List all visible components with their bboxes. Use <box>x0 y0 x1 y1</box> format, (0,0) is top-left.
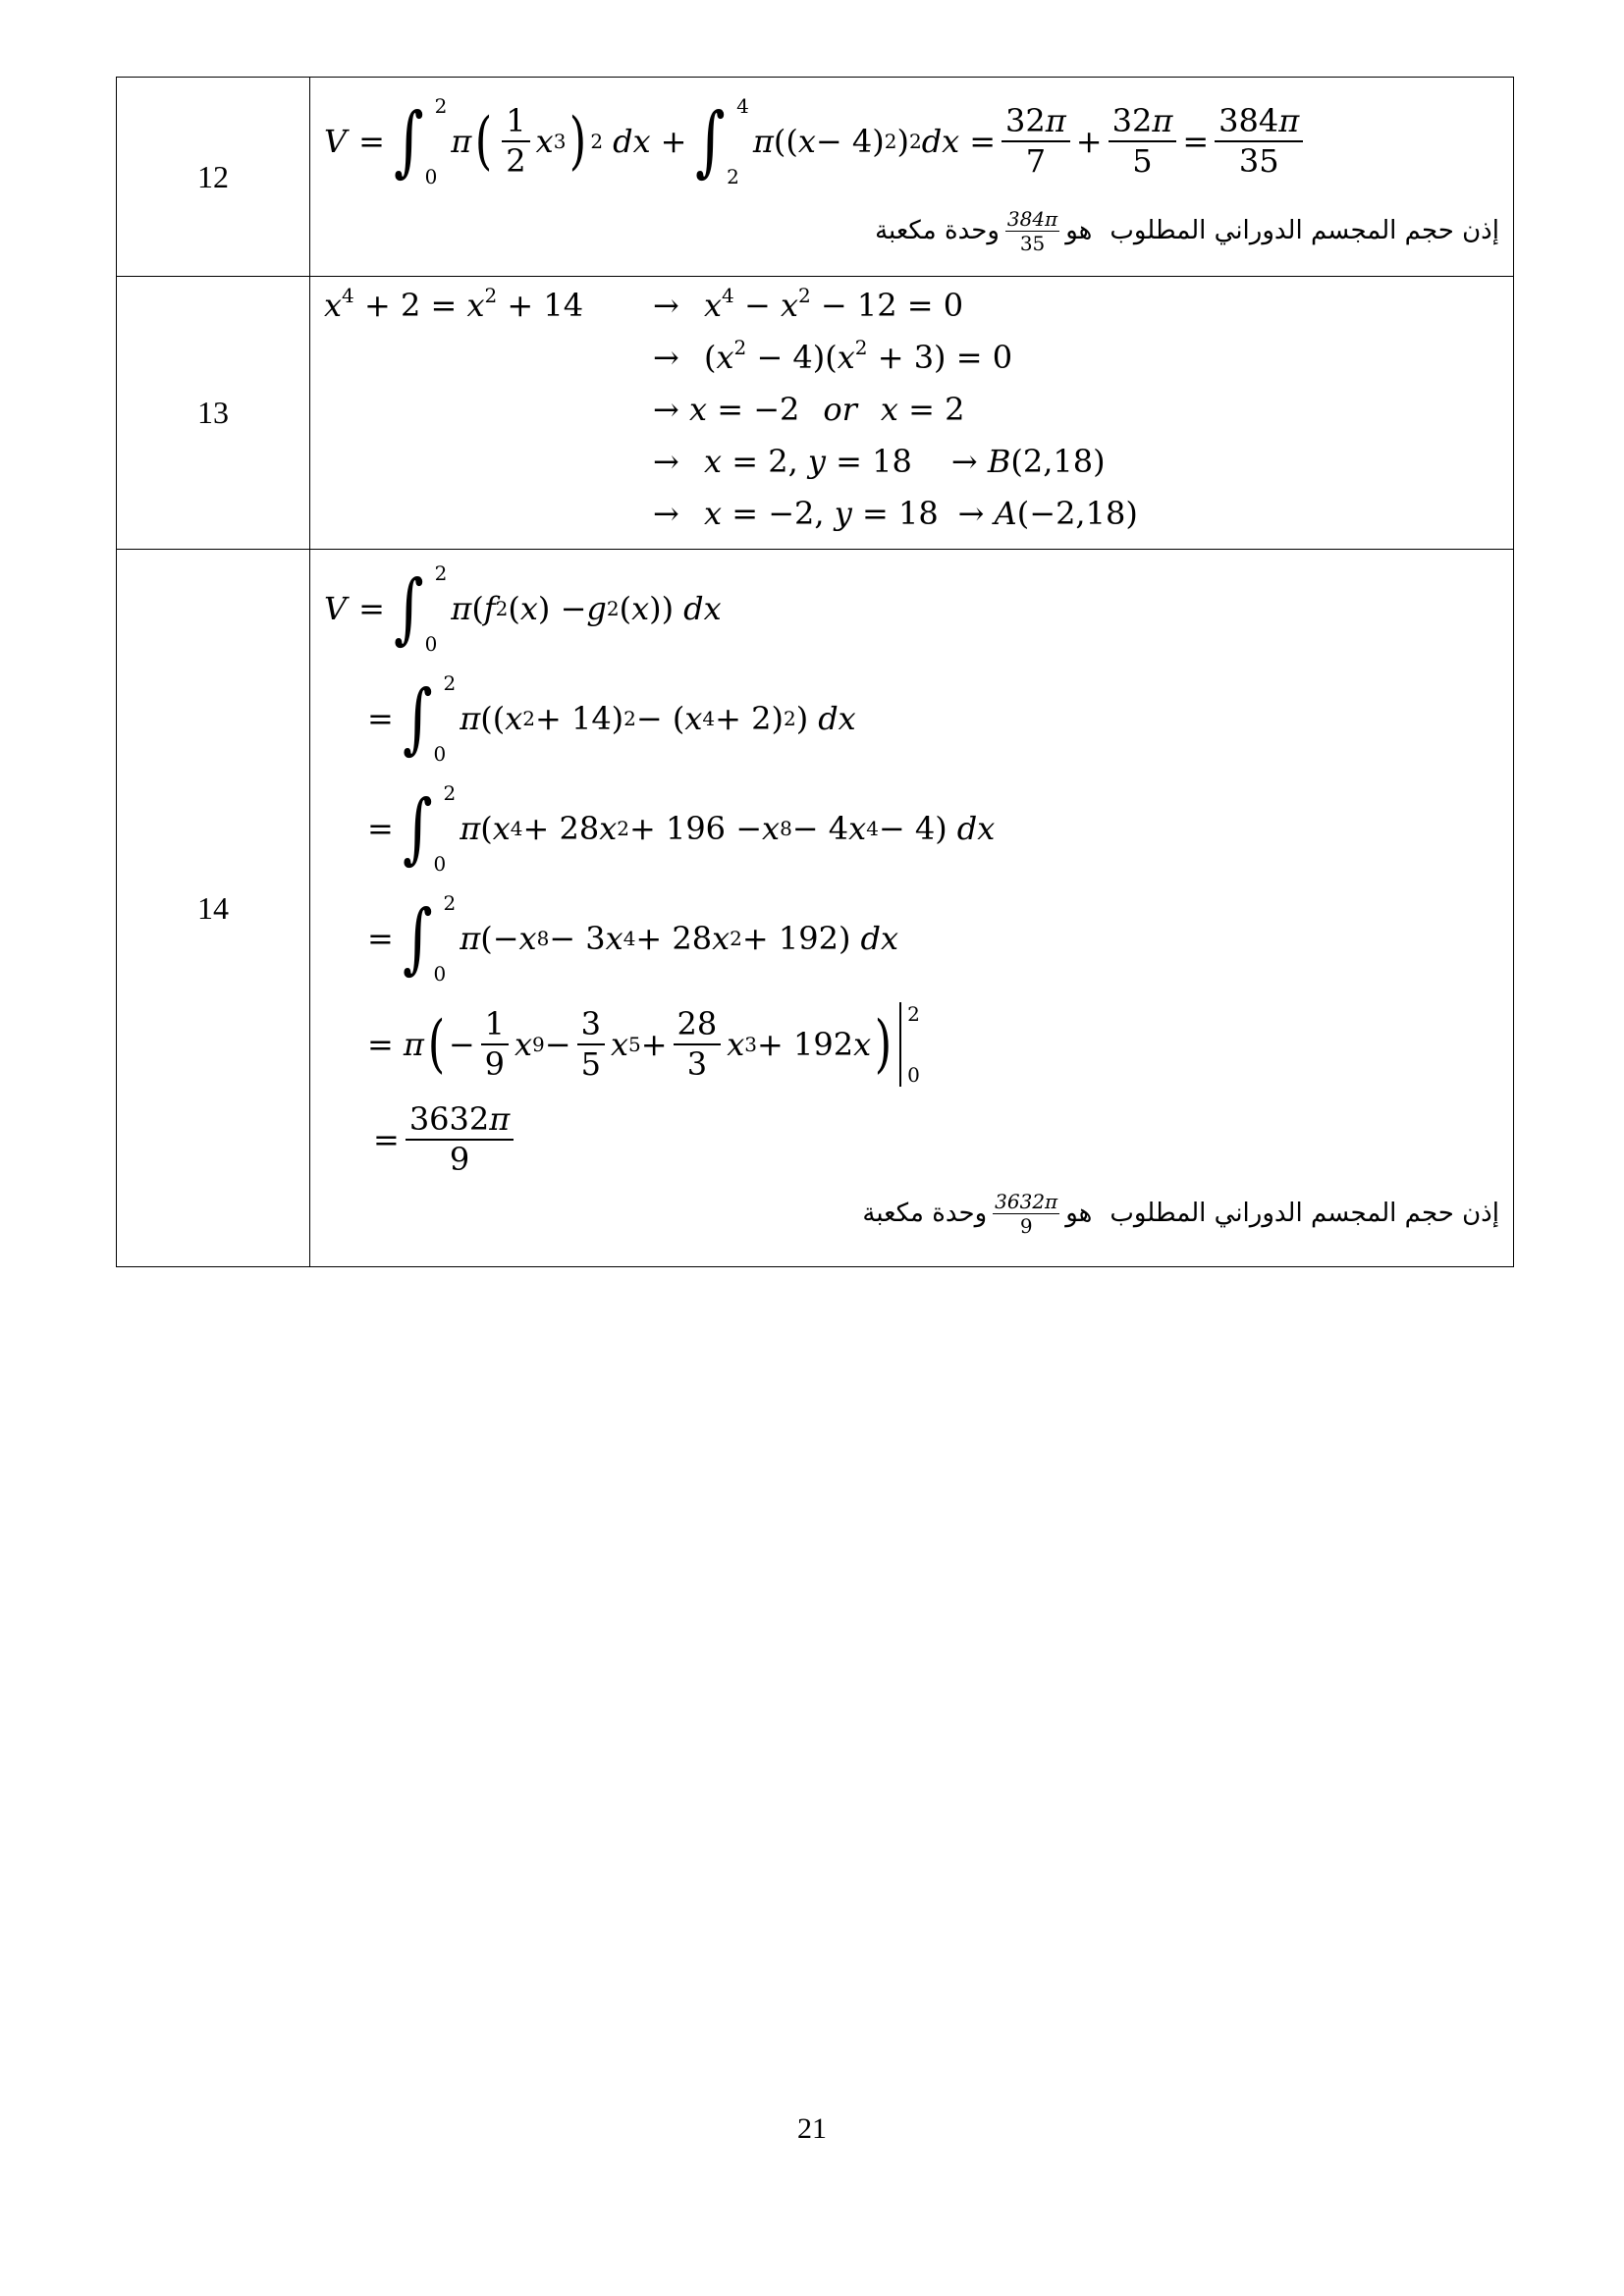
integral-line-2: = ∫ 2 0 π (( x 2 + 14) 2 − ( x 4 + 2) 2 ) dx <box>367 671 856 766</box>
conclusion-text: إذن حجم المجسم الدوراني المطلوب <box>1110 1199 1499 1228</box>
conclusion-value: 3632π 9 <box>995 1189 1058 1238</box>
solution-cell <box>310 550 1514 1267</box>
integral-line-3: = ∫ 2 0 π ( x 4 + 28 x 2 + 196 − x 8 − 4 x 4 − 4) dx <box>367 781 996 876</box>
integral-line-4: = ∫ 2 0 π (− x 8 − 3 x 4 + 28 x 2 + 192) dx <box>367 891 898 986</box>
conclusion-line <box>324 1184 1499 1243</box>
equation-line-1: $x^4 + 2 = x^2 + 14$ → $x^4 - x^2 - 12 = 0$ <box>324 283 964 324</box>
conclusion-value: 384π 35 <box>1006 206 1058 255</box>
volume-equation: V = ∫ 2 0 π ( $\frac{1}{2}$ x 3 ) 2 dx + ∫ 4 2 π (( x − 4) 2 ) 2 dx = $\frac{32\pi}{7}$ + $\frac{32\pi}{5}$ = $\frac{384\pi}{35}$ <box>324 83 1499 199</box>
equation-line-3: → x = −2 or x = 2 <box>653 390 965 428</box>
conclusion-text: إذن حجم المجسم الدوراني المطلوب <box>1110 216 1499 245</box>
antiderivative-line: = π ( − $\frac{1}{9}$ x 9 − $\frac{3}{5}$ x 5 + $\frac{28}{3}$ x 3 + 192 x ) 2 0 <box>367 1002 920 1087</box>
conclusion-huwa: هو <box>1065 1199 1093 1228</box>
conclusion-unit: وحدة مكعبة <box>875 216 1000 245</box>
conclusion-line <box>324 199 1499 262</box>
solutions-table <box>116 77 1514 1267</box>
solution-cell <box>310 78 1514 277</box>
equation-line-4: → x = 2, y = 18 → B(2,18) <box>653 442 1106 480</box>
solutions-sheet <box>116 77 1514 1267</box>
row-number: 14 <box>117 550 310 1267</box>
equation-line-5: → x = −2, y = 18 → A(−2,18) <box>653 494 1138 532</box>
integral-line-1: V = ∫ 2 0 π ( f 2 ( x ) − g 2 ( x )) dx <box>324 561 722 656</box>
conclusion-huwa: هو <box>1065 216 1093 245</box>
equation-line-2: → $(x^2 - 4)(x^2 + 3) = 0$ <box>653 335 1013 376</box>
table-row-14 <box>117 550 1514 1267</box>
table-row-13 <box>117 277 1514 550</box>
page-number: 21 <box>797 2112 827 2145</box>
row-number: 12 <box>117 78 310 277</box>
row-number: 13 <box>117 277 310 550</box>
solution-cell <box>310 277 1514 550</box>
table-row-12 <box>117 78 1514 277</box>
conclusion-unit: وحدة مكعبة <box>862 1199 988 1228</box>
result-line: = $\frac{3632\pi}{9}$ <box>324 1095 1499 1184</box>
